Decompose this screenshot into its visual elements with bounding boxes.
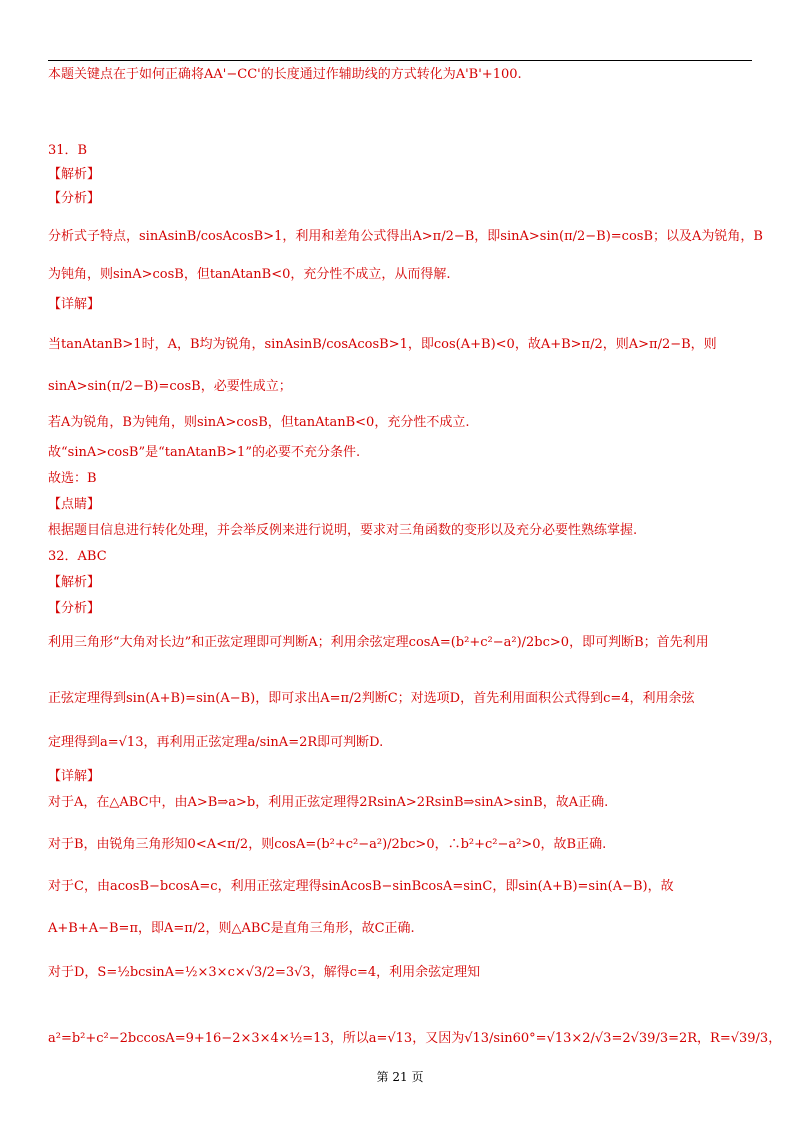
- q32-analysis-1: 利用三角形“大角对长边”和正弦定理即可判断A；利用余弦定理cosA=(b²+c²−a²)/2bc>0，即可判断B；首先利用: [48, 635, 709, 650]
- q32-detail-a: 对于A，在△ABC中，由A>B⇒a>b，利用正弦定理得2RsinA>2RsinB⇒sinA>sinB，故A正确.: [48, 795, 609, 810]
- q31-answer: 31．B: [48, 143, 88, 158]
- q32-detail-d2: a²=b²+c²−2bccosA=9+16−2×3×4×½=13，所以a=√13，又因为√13/sin60°=√13×2/√3=2√39/3=2R，R=√39/3，: [48, 1031, 782, 1046]
- q31-summary: 根据题目信息进行转化处理，并会举反例来进行说明，要求对三角函数的变形以及充分必要性熟练掌握.: [48, 523, 638, 538]
- q32-answer: 32．ABC: [48, 549, 107, 564]
- q32-analysis-2: 正弦定理得到sin(A+B)=sin(A−B)，即可求出A=π/2判断C；对选项D，首先利用面积公式得到c=4，利用余弦: [48, 691, 695, 706]
- q31-detail-2: sinA>sin(π/2−B)=cosB，必要性成立；: [48, 379, 292, 394]
- q31-analysis-2: 为钝角，则sinA>cosB，但tanAtanB<0，充分性不成立，从而得解.: [48, 267, 451, 282]
- q32-detail-c1: 对于C，由acosB−bcosA=c，利用正弦定理得sinAcosB−sinBcosA=sinC，即sin(A+B)=sin(A−B)，故: [48, 879, 674, 894]
- q31-choice: 故选：B: [48, 471, 97, 486]
- q32-detail-d1: 对于D，S=½bcsinA=½×3×c×√3/2=3√3，解得c=4，利用余弦定理知: [48, 965, 481, 980]
- q32-xiangjie: 【详解】: [48, 769, 101, 784]
- header-rule: [48, 60, 752, 61]
- q31-detail-1: 当tanAtanB>1时，A，B均为锐角，sinAsinB/cosAcosB>1，即cos(A+B)<0，故A+B>π/2，则A>π/2−B，则: [48, 337, 717, 352]
- q31-detail-3: 若A为锐角，B为钝角，则sinA>cosB，但tanAtanB<0，充分性不成立.: [48, 415, 470, 430]
- q32-jiexi: 【解析】: [48, 575, 101, 590]
- q31-analysis-1: 分析式子特点，sinAsinB/cosAcosB>1，利用和差角公式得出A>π/2−B，即sinA>sin(π/2−B)=cosB；以及A为锐角，B: [48, 229, 763, 244]
- key-point-line: 本题关键点在于如何正确将AA'−CC'的长度通过作辅助线的方式转化为A'B'+100.: [48, 67, 522, 82]
- q31-detail-4: 故“sinA>cosB”是“tanAtanB>1”的必要不充分条件.: [48, 445, 361, 460]
- q32-analysis-3: 定理得到a=√13，再利用正弦定理a/sinA=2R即可判断D.: [48, 735, 384, 750]
- q31-xiangjie: 【详解】: [48, 297, 101, 312]
- page-number: 第 21 页: [376, 1070, 424, 1084]
- q32-detail-b: 对于B，由锐角三角形知0<A<π/2，则cosA=(b²+c²−a²)/2bc>0，∴b²+c²−a²>0，故B正确.: [48, 837, 607, 852]
- q31-dianjing: 【点睛】: [48, 497, 101, 512]
- q32-fenxi: 【分析】: [48, 601, 101, 616]
- q31-jiexi: 【解析】: [48, 167, 101, 182]
- q32-detail-c2: A+B+A−B=π，即A=π/2，则△ABC是直角三角形，故C正确.: [48, 921, 415, 936]
- q31-fenxi: 【分析】: [48, 191, 101, 206]
